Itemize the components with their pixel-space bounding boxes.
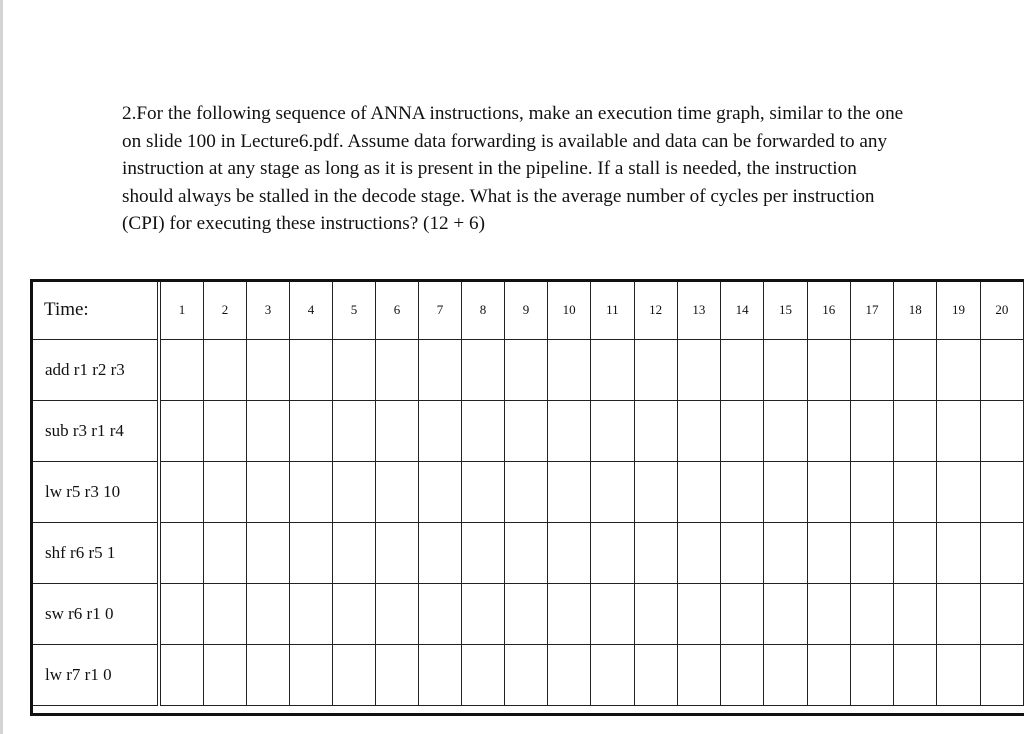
stage-cell[interactable] [764,523,807,584]
stage-cell[interactable] [505,462,548,523]
stage-cell[interactable] [333,401,376,462]
cycle-number: 10 [548,281,591,340]
stage-cell[interactable] [721,462,764,523]
stage-cell[interactable] [204,401,247,462]
cycle-number: 14 [721,281,764,340]
stage-cell[interactable] [376,584,419,645]
stage-cell[interactable] [204,645,247,706]
stage-cell[interactable] [894,340,937,401]
stage-cell[interactable] [807,401,850,462]
stage-cell[interactable] [980,523,1023,584]
stage-cell[interactable] [850,645,893,706]
stage-cell[interactable] [462,584,505,645]
stage-cell[interactable] [894,401,937,462]
instruction-row [32,523,1024,584]
stage-cell[interactable] [247,340,290,401]
table-top-border [31,279,1024,282]
stage-cell[interactable] [634,462,677,523]
stage-cell[interactable] [505,523,548,584]
stage-cell[interactable] [161,462,204,523]
stage-cell[interactable] [161,401,204,462]
stage-cell[interactable] [376,645,419,706]
instruction-label: lw r5 r3 10 [32,462,158,523]
stage-cell[interactable] [548,401,591,462]
stage-cell[interactable] [894,462,937,523]
stage-cell[interactable] [290,584,333,645]
stage-cell[interactable] [290,645,333,706]
cycle-number: 12 [634,281,677,340]
stage-cell[interactable] [419,523,462,584]
stage-cell[interactable] [548,523,591,584]
stage-cell[interactable] [333,584,376,645]
cycle-number: 3 [247,281,290,340]
cycle-number: 8 [462,281,505,340]
stage-cell[interactable] [204,584,247,645]
cycle-number: 13 [677,281,720,340]
cycle-number: 1 [161,281,204,340]
stage-cell[interactable] [677,523,720,584]
stage-cell[interactable] [937,340,980,401]
instruction-row [32,401,1024,462]
stage-cell[interactable] [980,645,1023,706]
cycle-number: 19 [937,281,980,340]
stage-cell[interactable] [247,462,290,523]
stage-cell[interactable] [980,462,1023,523]
stage-cell[interactable] [634,523,677,584]
instruction-label: lw r7 r1 0 [32,645,158,706]
stage-cell[interactable] [548,584,591,645]
time-header-row [32,281,1024,340]
stage-cell[interactable] [980,340,1023,401]
stage-cell[interactable] [204,523,247,584]
question-number: 2. [122,103,137,124]
stage-cell[interactable] [505,401,548,462]
table-bottom-border [31,713,1024,716]
cycle-number: 16 [807,281,850,340]
cycle-number: 17 [850,281,893,340]
stage-cell[interactable] [462,645,505,706]
cycle-number: 20 [980,281,1023,340]
stage-cell[interactable] [721,340,764,401]
stage-cell[interactable] [548,340,591,401]
stage-cell[interactable] [850,523,893,584]
stage-cell[interactable] [721,523,764,584]
stage-cell[interactable] [505,340,548,401]
stage-cell[interactable] [419,462,462,523]
stage-cell[interactable] [677,645,720,706]
stage-cell[interactable] [807,645,850,706]
stage-cell[interactable] [721,584,764,645]
stage-cell[interactable] [462,401,505,462]
stage-cell[interactable] [505,584,548,645]
stage-cell[interactable] [591,340,634,401]
stage-cell[interactable] [980,401,1023,462]
cycle-number: 5 [333,281,376,340]
cycle-number: 18 [894,281,937,340]
stage-cell[interactable] [764,645,807,706]
question-body: For the following sequence of ANNA instructions, make an execution time graph, similar to the one on slide 100 in Lecture6.pdf. Assume data forwarding is available and data can be forwarded to any instruction at any stage as long as it is present in the pipeline. If a stall is needed, the instruction should always be stalled in the decode stage. What is the average number of cycles per instruction (CPI) for executing these instructions? (12 + 6) [122,103,904,234]
stage-cell[interactable] [677,584,720,645]
stage-cell[interactable] [333,645,376,706]
instruction-row [32,584,1024,645]
stage-cell[interactable] [937,462,980,523]
instruction-row [32,645,1024,706]
stage-cell[interactable] [764,340,807,401]
stage-cell[interactable] [247,584,290,645]
stage-cell[interactable] [376,462,419,523]
stage-cell[interactable] [677,462,720,523]
stage-cell[interactable] [894,584,937,645]
cycle-number: 15 [764,281,807,340]
cycle-number: 11 [591,281,634,340]
stage-cell[interactable] [591,462,634,523]
cycle-number: 6 [376,281,419,340]
stage-cell[interactable] [333,523,376,584]
stage-cell[interactable] [161,523,204,584]
stage-cell[interactable] [161,645,204,706]
stage-cell[interactable] [764,584,807,645]
stage-cell[interactable] [894,523,937,584]
execution-time-table [31,280,1024,706]
stage-cell[interactable] [807,584,850,645]
stage-cell[interactable] [161,340,204,401]
stage-cell[interactable] [247,523,290,584]
stage-cell[interactable] [290,401,333,462]
stage-cell[interactable] [462,462,505,523]
stage-cell[interactable] [807,340,850,401]
stage-cell[interactable] [764,462,807,523]
stage-cell[interactable] [980,584,1023,645]
stage-cell[interactable] [548,645,591,706]
stage-cell[interactable] [462,523,505,584]
cycle-number: 2 [204,281,247,340]
time-label: Time: [32,281,158,340]
stage-cell[interactable] [419,584,462,645]
stage-cell[interactable] [204,340,247,401]
stage-cell[interactable] [764,401,807,462]
stage-cell[interactable] [807,523,850,584]
stage-cell[interactable] [290,523,333,584]
stage-cell[interactable] [591,584,634,645]
stage-cell[interactable] [937,523,980,584]
stage-cell[interactable] [419,340,462,401]
stage-cell[interactable] [634,584,677,645]
stage-cell[interactable] [721,401,764,462]
stage-cell[interactable] [376,340,419,401]
stage-cell[interactable] [677,340,720,401]
stage-cell[interactable] [634,401,677,462]
instruction-row [32,340,1024,401]
stage-cell[interactable] [850,340,893,401]
stage-cell[interactable] [161,584,204,645]
instruction-label: shf r6 r5 1 [32,523,158,584]
instruction-label: add r1 r2 r3 [32,340,158,401]
stage-cell[interactable] [937,584,980,645]
stage-cell[interactable] [333,462,376,523]
stage-cell[interactable] [721,645,764,706]
stage-cell[interactable] [807,462,850,523]
stage-cell[interactable] [850,401,893,462]
stage-cell[interactable] [677,401,720,462]
stage-cell[interactable] [548,462,591,523]
stage-cell[interactable] [894,645,937,706]
stage-cell[interactable] [247,645,290,706]
cycle-number: 4 [290,281,333,340]
stage-cell[interactable] [376,401,419,462]
stage-cell[interactable] [462,340,505,401]
stage-cell[interactable] [290,462,333,523]
stage-cell[interactable] [591,523,634,584]
stage-cell[interactable] [333,340,376,401]
stage-cell[interactable] [419,401,462,462]
stage-cell[interactable] [634,645,677,706]
instruction-label: sub r3 r1 r4 [32,401,158,462]
stage-cell[interactable] [937,645,980,706]
stage-cell[interactable] [505,645,548,706]
stage-cell[interactable] [290,340,333,401]
table-left-border [30,279,33,716]
stage-cell[interactable] [204,462,247,523]
stage-cell[interactable] [850,584,893,645]
cycle-number: 7 [419,281,462,340]
instruction-label: sw r6 r1 0 [32,584,158,645]
stage-cell[interactable] [247,401,290,462]
stage-cell[interactable] [591,645,634,706]
stage-cell[interactable] [937,401,980,462]
stage-cell[interactable] [591,401,634,462]
cycle-number: 9 [505,281,548,340]
instruction-row [32,462,1024,523]
stage-cell[interactable] [634,340,677,401]
stage-cell[interactable] [376,523,419,584]
stage-cell[interactable] [419,645,462,706]
stage-cell[interactable] [850,462,893,523]
